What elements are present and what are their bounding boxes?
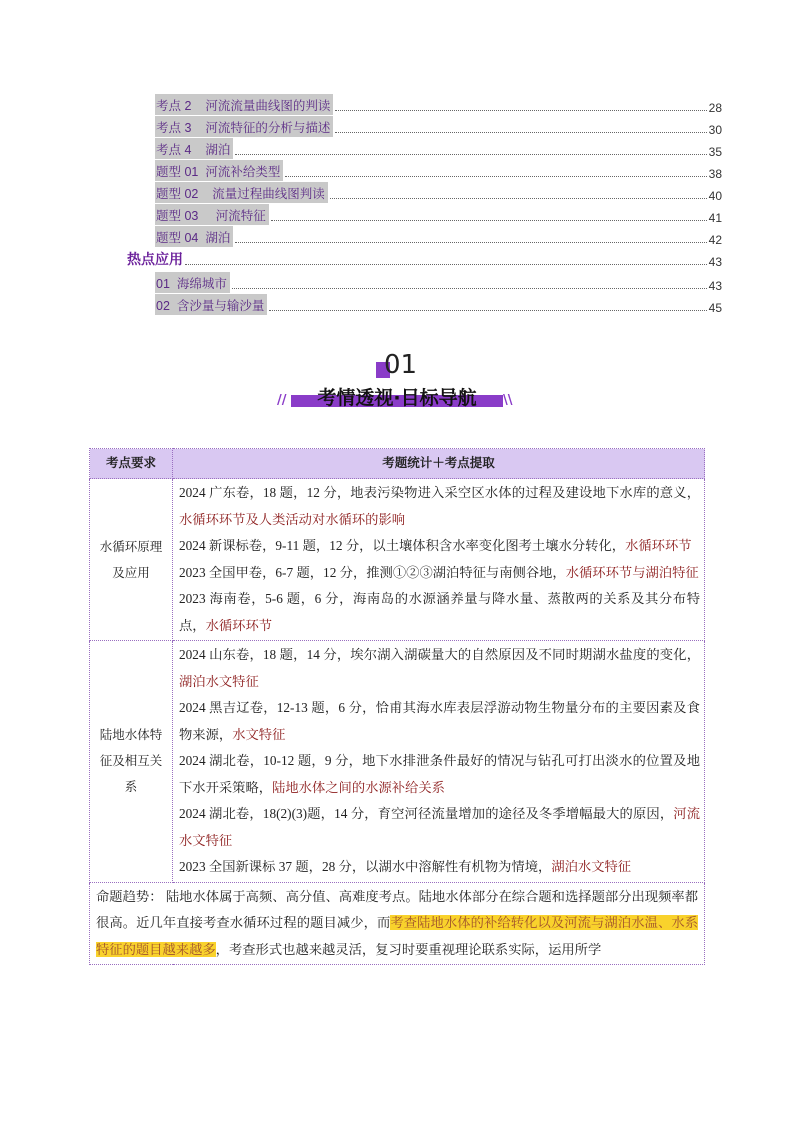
toc-leader	[285, 176, 706, 177]
toc-leader	[235, 242, 706, 243]
toc-page: 28	[708, 101, 722, 115]
trend-highlight: 考查陆地水体的补给转化以及河流与湖泊水温、水系特征的题目越来越多	[96, 915, 699, 957]
item-text: 2024 湖北卷，18(2)(3)题，14 分，育空河径流量增加的途径及冬季增幅最大的原因，	[179, 806, 674, 821]
table-row	[90, 641, 705, 883]
item-tag: 水循环环节	[625, 538, 692, 553]
toc-page: 38	[708, 167, 722, 181]
list-item	[179, 748, 700, 801]
table-header-row	[90, 449, 705, 479]
toc-row[interactable]	[155, 139, 722, 159]
toc-leader	[235, 154, 706, 155]
list-item	[179, 642, 700, 695]
item-tag: 水循环环节	[205, 617, 273, 633]
toc-row[interactable]	[155, 161, 722, 181]
section-number-text: 01	[384, 350, 418, 380]
toc-label: 题型 04 湖泊	[155, 226, 233, 247]
toc-page: 43	[708, 279, 722, 293]
trend-text: 命题趋势： 陆地水体属于高频、高分值、高难度考点。陆地水体部分在综合题和选择题部分出现频率都很高。近几年直接考查水循环过程的题目减少，而	[96, 888, 698, 930]
toc-page: 43	[708, 255, 722, 269]
toc-row[interactable]	[155, 227, 722, 247]
list-item	[179, 586, 700, 639]
item-tag: 水循环环节及人类活动对水循环的影响	[179, 511, 406, 527]
toc-label: 01 海绵城市	[155, 272, 230, 293]
category-cell: 水循环原理及应用	[90, 479, 173, 641]
toc-page: 35	[708, 145, 722, 159]
item-tag: 陆地水体之间的水源补给关系	[272, 779, 445, 795]
toc-leader	[335, 110, 706, 111]
trend-cell	[90, 882, 705, 965]
table-row	[90, 479, 705, 641]
list-item	[179, 695, 700, 748]
toc-row[interactable]	[155, 205, 722, 225]
item-text: 2023 全国甲卷，6-7 题，12 分，推测①②③湖泊特征与南侧谷地，	[179, 564, 566, 580]
slash-decoration-right: \\	[503, 393, 513, 408]
section-title: 考情透视·目标导航	[317, 387, 477, 409]
list-item	[179, 533, 700, 560]
toc-leader	[185, 264, 707, 265]
toc-leader	[269, 310, 706, 311]
trend-text-end: ，考查形式也越来越灵活，复习时要重视理论联系实际，运用所学	[215, 941, 602, 957]
toc-leader	[330, 198, 707, 199]
toc-page: 41	[708, 211, 722, 225]
toc-page: 45	[708, 301, 722, 315]
toc-label: 题型 02 流量过程曲线图判读	[155, 182, 328, 203]
toc-label: 考点 3 河流特征的分析与描述	[155, 116, 333, 137]
toc-heading-hot-topics[interactable]	[127, 249, 722, 269]
exam-analysis-table	[89, 448, 705, 965]
toc-row[interactable]	[155, 183, 722, 203]
items-cell	[173, 479, 705, 641]
toc-label: 题型 03 河流特征	[155, 204, 269, 225]
toc-row[interactable]	[155, 95, 722, 115]
item-text: 2024 新课标卷，9-11 题，12 分，以土壤体积含水率变化图考土壤水分转化，	[179, 538, 626, 553]
item-text: 2023 全国新课标 37 题，28 分，以湖水中溶解性有机物为情境，	[179, 859, 552, 874]
toc-label: 考点 2 河流流量曲线图的判读	[155, 94, 333, 115]
toc-row[interactable]	[155, 117, 722, 137]
toc-row[interactable]	[155, 295, 722, 315]
item-text: 2024 广东卷，18 题，12 分，地表污染物进入采空区水体的过程及建设地下水库的意义，	[179, 485, 700, 500]
toc-leader	[232, 288, 707, 289]
item-text: 2024 黑吉辽卷，12-13 题，6 分，恰甫其海水库表层浮游动物生物量分布的主要因素及食物来源，	[179, 700, 700, 742]
category-cell: 陆地水体特征及相互关系	[90, 641, 173, 883]
item-text: 2023 海南卷，5-6 题，6 分，海南岛的水源涵养量与降水量、蒸散两的关系及其分布特点，	[179, 591, 700, 633]
toc-label: 题型 01 河流补给类型	[155, 160, 283, 181]
toc-page: 40	[708, 189, 722, 203]
list-item	[179, 854, 700, 881]
toc-leader	[271, 220, 707, 221]
item-tag: 河流水文特征	[179, 806, 701, 848]
item-tag: 湖泊水文特征	[179, 673, 259, 689]
list-item	[179, 480, 700, 533]
slash-decoration-left: //	[277, 393, 287, 408]
item-tag: 水循环环节与湖泊特征	[565, 564, 699, 580]
toc-label: 02 含沙量与输沙量	[155, 294, 267, 315]
item-tag: 水文特征	[232, 726, 286, 742]
item-text: 2024 湖北卷，10-12 题，9 分，地下水排泄条件最好的情况与钻孔可打出淡水的位置及地下水开采策略，	[179, 753, 700, 795]
list-item	[179, 801, 700, 854]
item-text: 2024 山东卷，18 题，14 分，埃尔湖入湖碳量大的自然原因及不同时期湖水盐度的变化，	[179, 647, 700, 662]
toc-label: 考点 4 湖泊	[155, 138, 233, 159]
toc-row[interactable]	[155, 273, 722, 293]
items-cell	[173, 641, 705, 883]
table-row-trend	[90, 882, 705, 965]
header-requirement: 考点要求	[90, 449, 173, 479]
toc-page: 30	[708, 123, 722, 137]
list-item	[179, 560, 700, 587]
item-tag: 湖泊水文特征	[551, 859, 632, 874]
header-statistics: 考题统计＋考点提取	[173, 449, 705, 479]
section-heading	[277, 383, 517, 411]
section-number	[372, 350, 422, 380]
toc-page: 42	[708, 233, 722, 247]
toc-heading-label: 热点应用	[127, 252, 183, 268]
toc-leader	[335, 132, 706, 133]
